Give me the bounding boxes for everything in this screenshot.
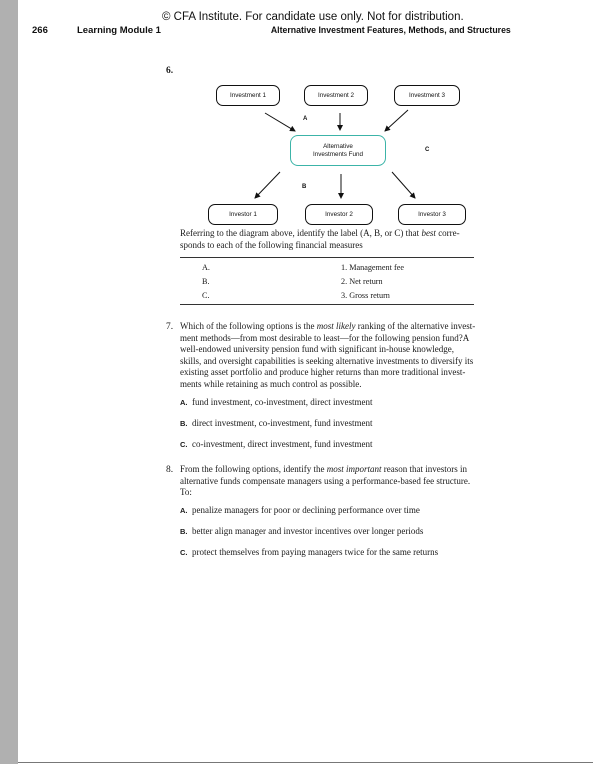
question-8-number: 8. xyxy=(166,465,174,475)
page-number: 266 xyxy=(32,25,48,36)
option-letter: A. xyxy=(180,398,188,407)
option-text: co-investment, direct investment, fund investment xyxy=(192,439,373,449)
module-label: Learning Module 1 xyxy=(77,25,161,36)
table-top-rule xyxy=(180,257,474,258)
investment-1-box: Investment 1 xyxy=(216,85,280,106)
option-text: better align manager and investor incentives over longer periods xyxy=(192,526,424,536)
question-7-prompt: Which of the following options is the most likely ranking of the alternative invest- ment methods—from most desirable to least—for the following pension fund?A well-endowed university pension fund with significant in-house knowledge, skills, and oversight capabilities is seeking alternative investments to diversify its existing asset portfolio and produce higher returns than more traditional invest- ments while retaining as much control as possible. xyxy=(180,321,476,389)
investor-2-box: Investor 2 xyxy=(305,204,373,225)
left-margin-bar xyxy=(0,0,18,764)
fund-label-line-1: Alternative xyxy=(323,142,353,150)
copyright-watermark: © CFA Institute. For candidate use only. Not for distribution. xyxy=(162,11,464,23)
question-7-number: 7. xyxy=(166,322,174,332)
option-letter: B. xyxy=(180,419,188,428)
alternative-investments-fund-box xyxy=(290,135,386,166)
diagram-label-b: B xyxy=(302,184,307,190)
option-text: protect themselves from paying managers twice for the same returns xyxy=(192,547,439,557)
table-left-b: B. xyxy=(202,277,210,286)
table-left-a: A. xyxy=(202,263,210,272)
diagram-label-a: A xyxy=(303,116,308,122)
question-8-prompt: From the following options, identify the most important reason that investors in alternative funds compensate managers using a performance-based fee structure. To: xyxy=(180,464,471,498)
table-bottom-rule xyxy=(180,304,474,305)
table-right-3: 3. Gross return xyxy=(341,291,390,300)
question-8-option-a[interactable] xyxy=(180,505,420,515)
investor-1-box: Investor 1 xyxy=(208,204,278,225)
question-7-option-a[interactable] xyxy=(180,397,372,407)
question-8-option-c[interactable] xyxy=(180,547,438,557)
investor-3-box: Investor 3 xyxy=(398,204,466,225)
question-6-prompt: Referring to the diagram above, identify the label (A, B, or C) that best corre- sponds to each of the following financial measures xyxy=(180,228,460,250)
fund-label-line-2: Investments Fund xyxy=(312,150,364,158)
option-text: direct investment, co-investment, fund investment xyxy=(192,418,373,428)
option-letter: C. xyxy=(180,548,188,557)
option-text: penalize managers for poor or declining performance over time xyxy=(192,505,420,515)
option-letter: C. xyxy=(180,440,188,449)
option-text: fund investment, co-investment, direct investment xyxy=(192,397,373,407)
option-letter: B. xyxy=(180,527,188,536)
question-7-option-b[interactable] xyxy=(180,418,372,428)
question-7-option-c[interactable] xyxy=(180,439,372,449)
question-8-option-b[interactable] xyxy=(180,526,423,536)
page-bottom-rule xyxy=(18,762,593,763)
investment-2-box: Investment 2 xyxy=(304,85,368,106)
running-title: Alternative Investment Features, Methods, and Structures xyxy=(271,25,511,36)
investment-3-box: Investment 3 xyxy=(394,85,460,106)
diagram-label-c: C xyxy=(425,147,430,153)
table-right-1: 1. Management fee xyxy=(341,263,404,272)
question-6-number: 6. xyxy=(166,66,174,76)
option-letter: A. xyxy=(180,506,188,515)
table-left-c: C. xyxy=(202,291,210,300)
table-right-2: 2. Net return xyxy=(341,277,383,286)
